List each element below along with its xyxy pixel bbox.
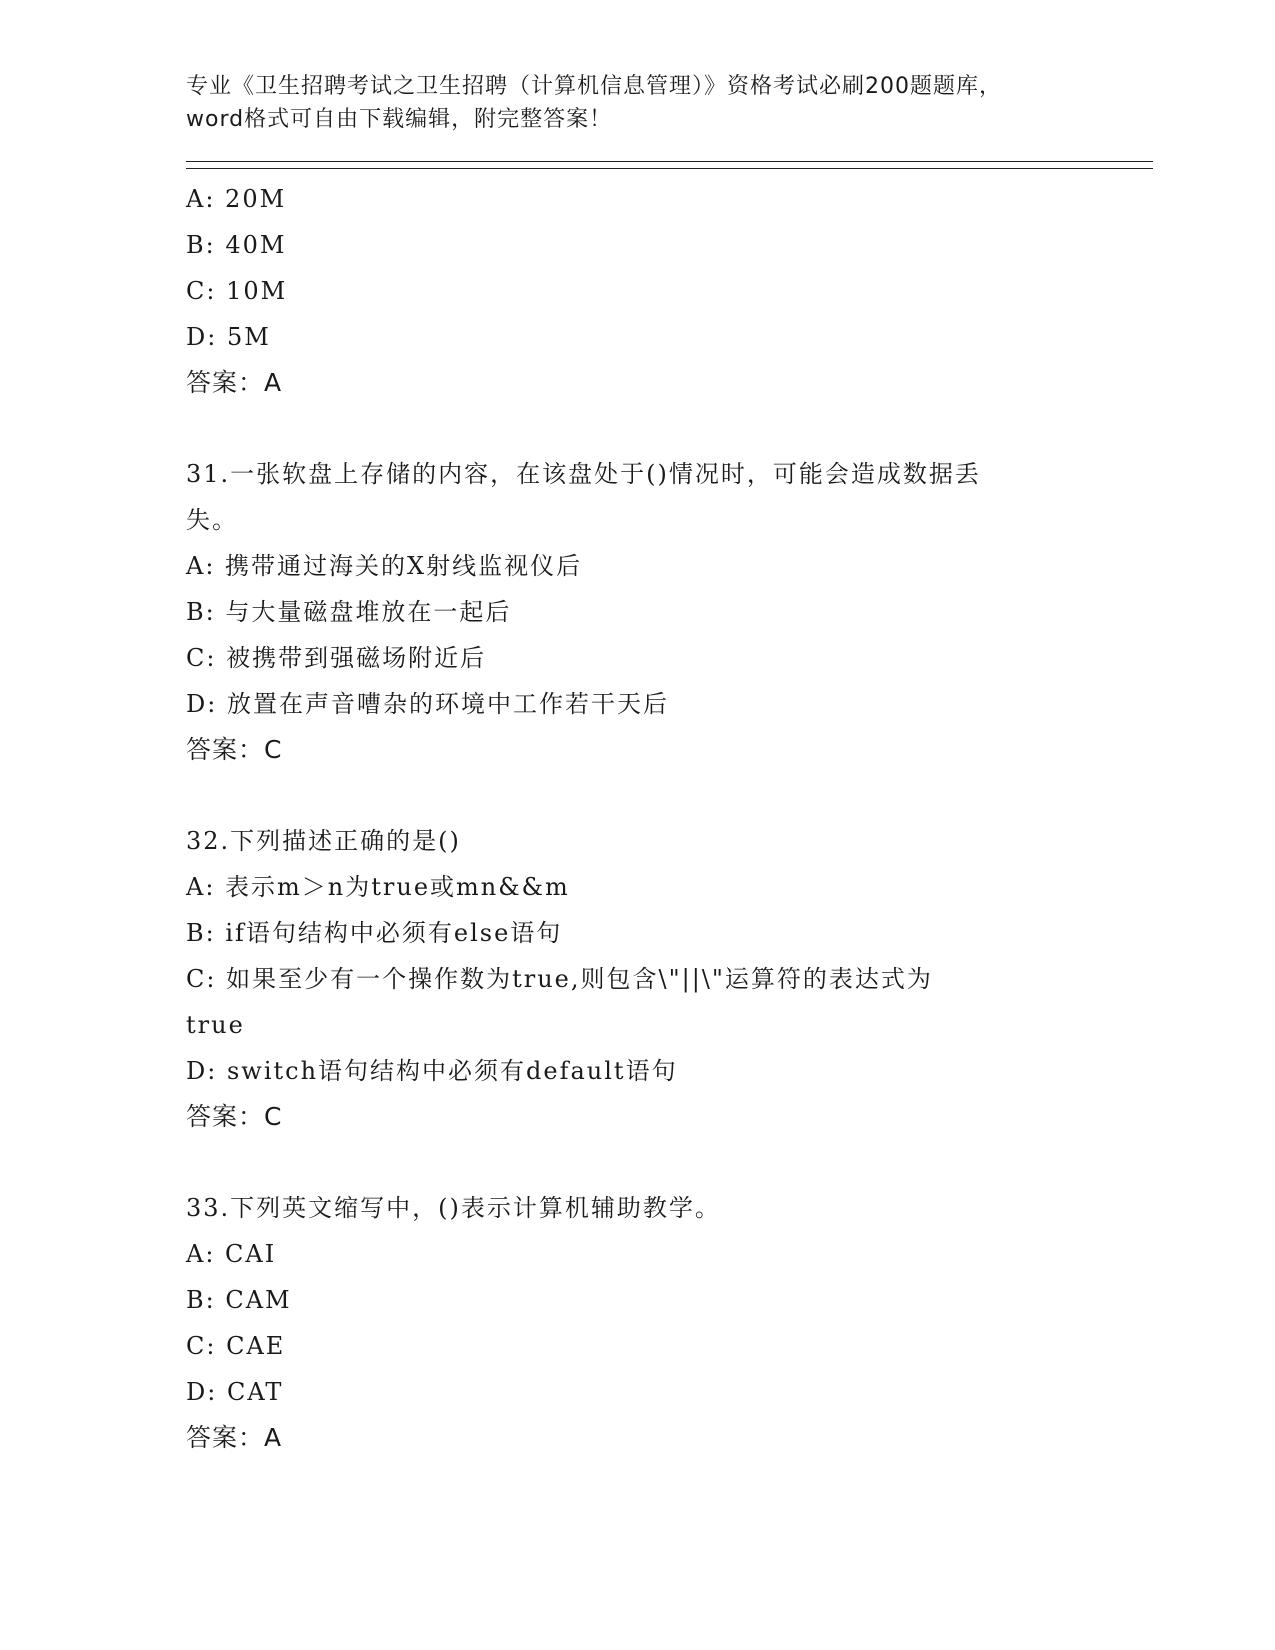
- question-stem: 33.下列英文缩写中，()表示计算机辅助教学。: [186, 1194, 721, 1222]
- document-page: [186, 70, 1151, 1461]
- question-stem: 31.一张软盘上存储的内容，在该盘处于()情况时，可能会造成数据丢: [186, 460, 981, 488]
- question-33: [186, 1185, 1151, 1461]
- question-list: [186, 176, 1151, 1461]
- option-b: B: 与大量磁盘堆放在一起后: [186, 598, 512, 626]
- spacer: [186, 406, 1151, 451]
- option-b: B: if语句结构中必须有else语句: [186, 919, 563, 947]
- option-b: B: CAM: [186, 1286, 292, 1314]
- option-c: C: 10M: [186, 277, 288, 305]
- option-c: C: CAE: [186, 1332, 286, 1360]
- answer: 答案：C: [186, 735, 283, 764]
- answer: 答案：A: [186, 1423, 283, 1452]
- option-a: A: 携带通过海关的X射线监视仪后: [186, 552, 583, 580]
- document-title-line-2: word格式可自由下载编辑，附完整答案！: [186, 107, 613, 132]
- option-c-continued: true: [186, 1011, 245, 1039]
- question-30: [186, 176, 1151, 406]
- option-d: D: CAT: [186, 1378, 284, 1406]
- option-c: C: 如果至少有一个操作数为true,则包含\"||\"运算符的表达式为: [186, 965, 933, 993]
- question-32: [186, 818, 1151, 1140]
- option-a: A: 20M: [186, 185, 287, 213]
- double-rule-divider: [186, 161, 1153, 169]
- option-d: D: switch语句结构中必须有default语句: [186, 1057, 678, 1085]
- option-a: A: CAI: [186, 1240, 277, 1268]
- document-title-line-1: 专业《卫生招聘考试之卫生招聘（计算机信息管理）》资格考试必刷200题题库，: [186, 74, 1002, 99]
- question-stem: 32.下列描述正确的是(): [186, 827, 461, 855]
- answer: 答案：C: [186, 1102, 283, 1131]
- option-c: C: 被携带到强磁场附近后: [186, 644, 487, 672]
- question-31: [186, 451, 1151, 773]
- spacer: [186, 1140, 1151, 1185]
- spacer: [186, 773, 1151, 818]
- answer: 答案：A: [186, 368, 283, 397]
- question-stem-continued: 失。: [186, 506, 238, 534]
- option-a: A: 表示m＞n为true或mn&&m: [186, 873, 570, 901]
- option-b: B: 40M: [186, 231, 287, 259]
- option-d: D: 5M: [186, 323, 271, 351]
- option-d: D: 放置在声音嘈杂的环境中工作若干天后: [186, 690, 669, 718]
